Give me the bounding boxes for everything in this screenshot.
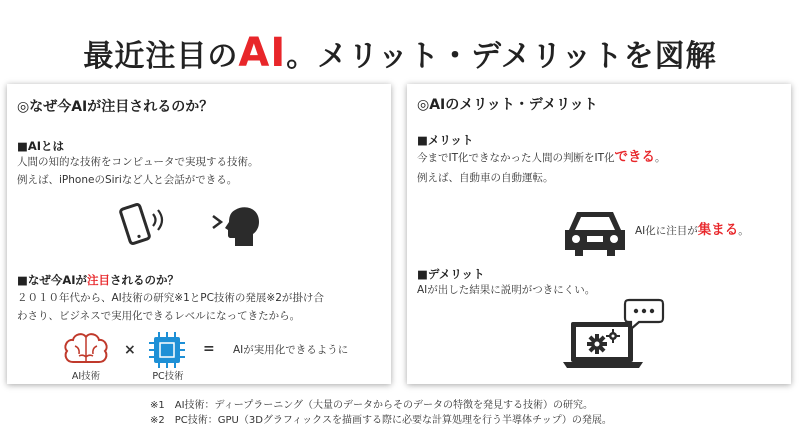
title-suffix: 。メリット・デメリットを図解 <box>286 39 717 74</box>
title-accent: AI <box>238 30 287 76</box>
merit-line2: 例えば、自動車の自動運転。 <box>417 172 554 184</box>
car-icon <box>563 204 627 258</box>
footnote-2: ※2 PC技術：GPU（3Dグラフィックスを描画する際に必要な計算処理を行う半導体チップ）の発展。 <box>150 415 612 426</box>
footnotes <box>150 398 612 428</box>
merit-heading: ■メリット <box>417 133 474 147</box>
what-is-ai-heading: ■AIとは <box>17 139 65 153</box>
what-is-ai-line2: 例えば、iPhoneのSiriなど人と会話ができる。 <box>17 174 238 186</box>
demerit-line1: AIが出した結果に説明がつきにくい。 <box>417 284 596 296</box>
times-sign: × <box>124 342 136 358</box>
why-now-heading: ■なぜ今AIが注目されるのか？ <box>17 273 180 287</box>
why-ai-card <box>7 84 391 384</box>
cpu-chip-icon <box>147 332 187 368</box>
demerit-heading: ■デメリット <box>417 267 485 281</box>
title-prefix: 最近注目の <box>83 39 239 74</box>
car-caption: AI化に注目が集まる。 <box>635 222 749 238</box>
merit-demerit-card <box>407 84 791 384</box>
speaking-person-icon <box>209 202 265 248</box>
what-is-ai-line1: 人間の知的な技術をコンピュータで実現する技術。 <box>17 156 259 168</box>
equals-sign: = <box>203 341 215 357</box>
pc-tech-label: PC技術 <box>152 371 184 382</box>
why-now-line1: ２０１０年代から、AI技術の研究※1とPC技術の発展※2が掛け合 <box>17 292 324 304</box>
footnote-1: ※1 AI技術：ディープラーニング（大量のデータからそのデータの特徴を発見する技術）の研究。 <box>150 400 594 411</box>
why-ai-heading: ◎なぜ今AIが注目されるのか？ <box>17 99 214 115</box>
why-now-line2: わさり、ビジネスで実用化できるレベルになってきたから。 <box>17 310 301 322</box>
speech-bubble-icon <box>623 298 665 332</box>
equation-result: AIが実用化できるように <box>233 344 349 356</box>
smartphone-icon <box>117 202 169 246</box>
merit-demerit-heading: ◎AIのメリット・デメリット <box>417 97 598 113</box>
brain-icon <box>63 332 109 366</box>
ai-tech-label: AI技術 <box>71 371 101 382</box>
page-title <box>0 30 800 76</box>
merit-line1: 今までIT化できなかった人間の判断をIT化できる。 <box>417 149 666 165</box>
